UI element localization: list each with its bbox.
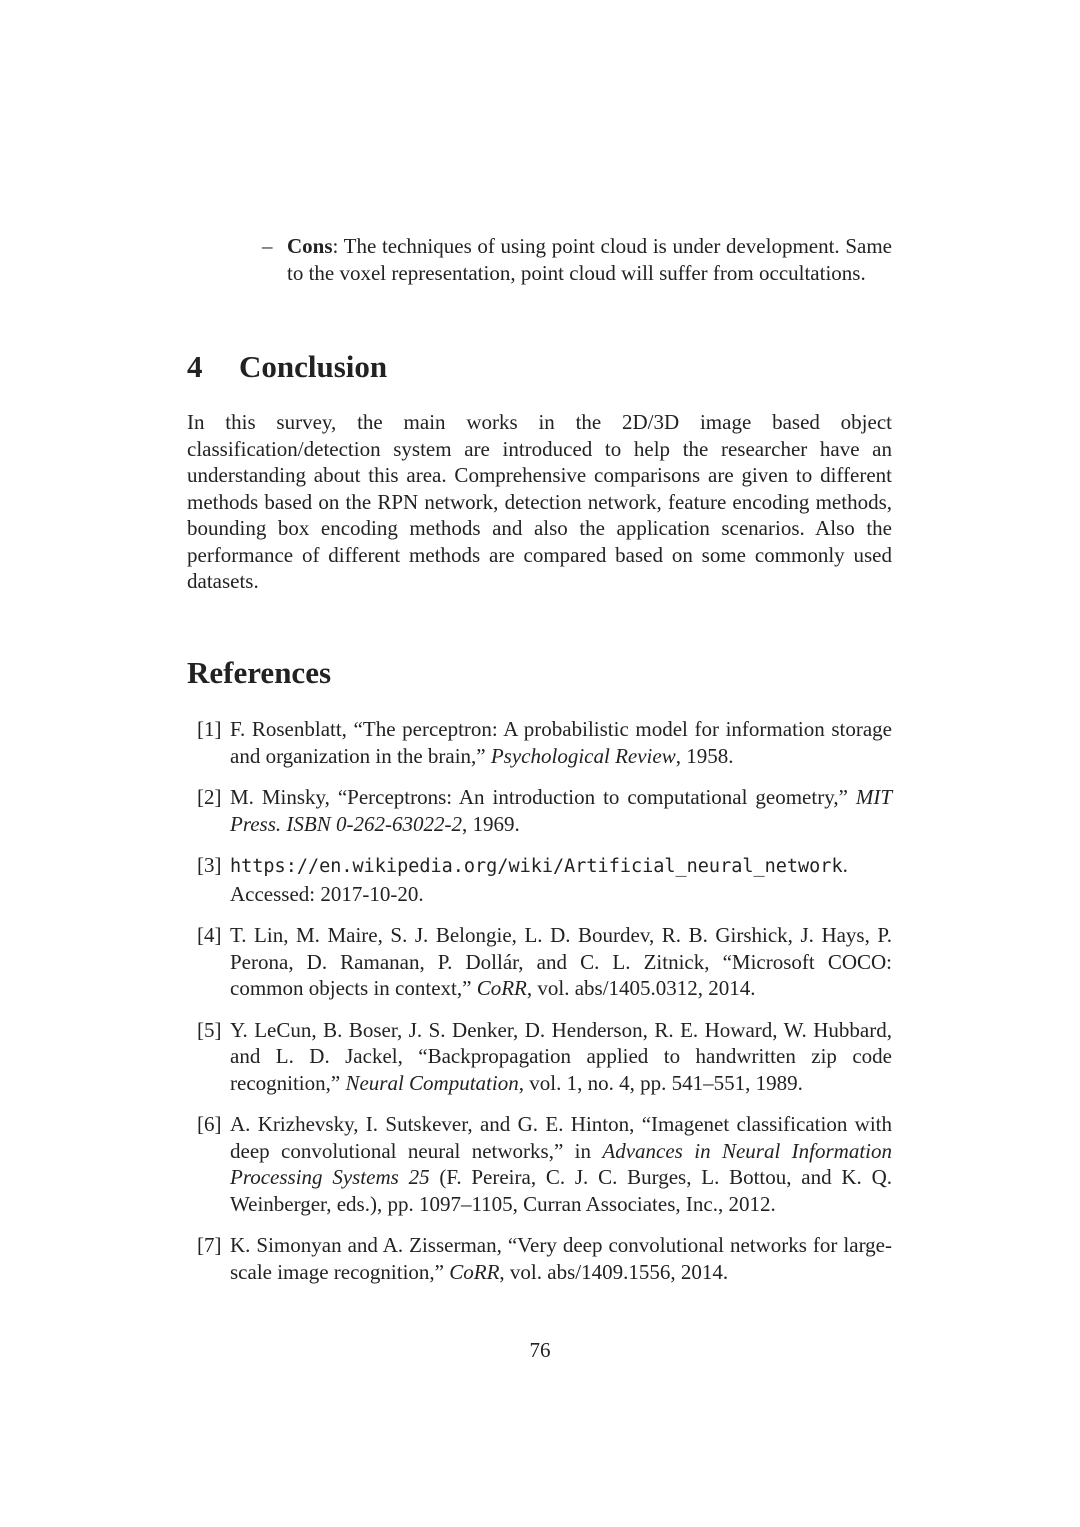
- section-heading: [187, 349, 387, 385]
- reference-tail: , vol. abs/1405.0312, 2014.: [526, 976, 756, 1000]
- reference-text: F. Rosenblatt, “The perceptron: A probabilistic model for information storage and organization in the brain,”: [230, 717, 892, 768]
- reference-number: [7]: [197, 1233, 222, 1257]
- reference-number: [5]: [197, 1017, 222, 1042]
- section-title: Conclusion: [239, 349, 388, 384]
- cons-item-body: [287, 233, 892, 286]
- conclusion-paragraph: In this survey, the main works in the 2D/3D image based object classification/detection system are introduced to help the researcher have an understanding about this area. Comprehensive comparisons are given to different methods based on the RPN network, detection network, feature encoding methods, bounding box encoding methods and also the application scenarios. Also the performance of different methods are compared based on some commonly used datasets.: [187, 410, 892, 593]
- reference-venue: CoRR: [449, 1259, 500, 1284]
- reference-item-6: [187, 1111, 892, 1217]
- reference-item-1: [187, 716, 892, 769]
- reference-text: A. Krizhevsky, I. Sutskever, and G. E. Hinton, “Imagenet classification with deep convolutional neural networks,” in: [230, 1112, 892, 1163]
- reference-text: Y. LeCun, B. Boser, J. S. Denker, D. Henderson, R. E. Howard, W. Hubbard, and L. D. Jackel, “Backpropagation applied to handwritten zip code recognition,”: [230, 1017, 892, 1095]
- reference-venue: Advances in Neural Information Processing Systems 25: [230, 1138, 892, 1189]
- references-heading: References: [187, 655, 332, 690]
- reference-item-4: [187, 922, 892, 1002]
- reference-number: [6]: [197, 1112, 222, 1136]
- reference-item-3: [187, 852, 892, 907]
- reference-text: T. Lin, M. Maire, S. J. Belongie, L. D. Bourdev, R. B. Girshick, J. Hays, P. Perona, D. Ramanan, P. Dollár, and C. L. Zitnick, “Microsoft COCO: common objects in context,”: [230, 923, 892, 1000]
- reference-item-5: [187, 1017, 892, 1097]
- reference-tail: , vol. abs/1409.1556, 2014.: [499, 1259, 729, 1284]
- reference-number: [1]: [197, 717, 222, 741]
- reference-tail: . Accessed: 2017-10-20.: [230, 853, 848, 906]
- reference-text: M. Minsky, “Perceptrons: An introduction to computational geometry,”: [230, 785, 856, 809]
- reference-venue: Psychological Review: [490, 743, 676, 768]
- reference-item-2: [187, 784, 892, 837]
- page-number: 76: [529, 1338, 551, 1362]
- reference-tail: (F. Pereira, C. J. C. Burges, L. Bottou, and K. Q. Weinberger, eds.), pp. 1097–1105, Curran Associates, Inc., 2012.: [230, 1165, 892, 1216]
- section-number: 4: [187, 349, 203, 384]
- reference-venue: Neural Computation: [345, 1070, 519, 1095]
- reference-item-7: [187, 1232, 892, 1285]
- cons-label: Cons: [287, 234, 333, 258]
- cons-text: : The techniques of using point cloud is under development. Same to the voxel representation, point cloud will suffer from occultations.: [287, 234, 892, 285]
- reference-venue: CoRR: [476, 976, 527, 1000]
- reference-number: [2]: [197, 785, 222, 809]
- cons-list-item: [262, 233, 892, 286]
- reference-number: [4]: [197, 923, 222, 947]
- list-dash: –: [262, 234, 273, 258]
- reference-url-link[interactable]: https://en.wikipedia.org/wiki/Artificial_neural_network: [230, 856, 843, 877]
- reference-list: [187, 716, 892, 1300]
- reference-tail: , vol. 1, no. 4, pp. 541–551, 1989.: [518, 1070, 803, 1095]
- reference-venue: MIT Press. ISBN 0-262-63022-2: [230, 785, 892, 836]
- reference-text: K. Simonyan and A. Zisserman, “Very deep convolutional networks for large-scale image recognition,”: [230, 1233, 892, 1284]
- reference-tail: , 1958.: [675, 743, 734, 768]
- reference-tail: , 1969.: [461, 811, 520, 836]
- reference-number: [3]: [197, 853, 222, 877]
